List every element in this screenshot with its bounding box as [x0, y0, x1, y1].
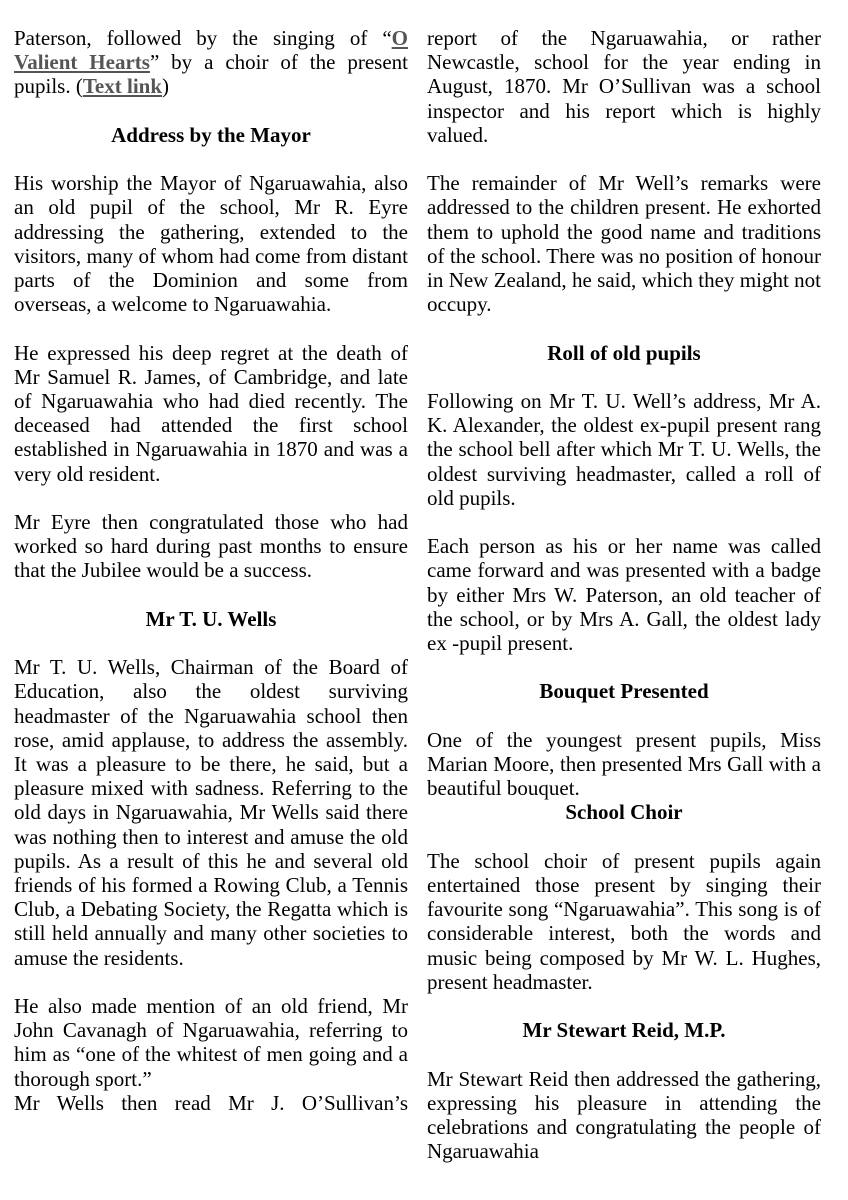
intro-text-post: ) — [162, 74, 170, 99]
heading-address-by-the-mayor: Address by the Mayor — [111, 122, 311, 147]
heading-mr-t-u-wells: Mr T. U. Wells — [145, 606, 277, 631]
paragraph-wells-read-report: Mr Wells then read Mr J. O’Sullivan’s — [14, 1090, 408, 1115]
paragraph-osullivan-report: report of the Ngaruawahia, or rather Newcastle, school for the year ending in August, 1870. Mr O’Sullivan was a school inspector and his report which is highly valued. — [427, 26, 821, 147]
text-link-link[interactable]: Text link — [82, 74, 163, 99]
paragraph-bouquet: One of the youngest present pupils, Miss Marian Moore, then presented Mrs Gall with a beautiful bouquet. — [427, 727, 821, 801]
o-valient-hearts-link[interactable]: O Valient Hearts — [14, 26, 408, 75]
paragraph-mayor-congratulations: Mr Eyre then congratulated those who had worked so hard during past months to ensure that the Jubilee would be a success. — [14, 510, 408, 583]
paragraph-roll-bell: Following on Mr T. U. Well’s address, Mr A. K. Alexander, the oldest ex-pupil present rang the school bell after which Mr T. U. Wells, the oldest surviving headmaster, called a roll of old pupils. — [427, 389, 821, 510]
heading-school-choir: School Choir — [565, 800, 683, 825]
intro-text-pre: Paterson, followed by the singing of “ — [14, 26, 392, 50]
paragraph-remarks-to-children: The remainder of Mr Well’s remarks were addressed to the children present. He exhorted them to uphold the good name and traditions of the school. There was no position of honour in New Zealand, he said, which they might not occupy. — [427, 171, 821, 317]
right-column — [427, 26, 821, 1200]
paragraph-wells-address: Mr T. U. Wells, Chairman of the Board of Education, also the oldest surviving headmaster of the Ngaruawahia school then rose, amid applause, to address the assembly. It was a pleasure to be there, he said, but a pleasure mixed with sadness. Referring to the old days in Ngaruawahia, Mr Wells said there was nothing then to interest and amuse the old pupils. As a result of this he and several old friends of his formed a Rowing Club, a Tennis Club, a Debating Society, the Regatta which is still held annually and many other societies to amuse the residents. — [14, 655, 408, 970]
paragraph-stewart-reid: Mr Stewart Reid then addressed the gathering, expressing his pleasure in attending the celebrations and congratulating the people of Ngaruawahia — [427, 1066, 821, 1164]
paragraph-wells-cavanagh: He also made mention of an old friend, Mr John Cavanagh of Ngaruawahia, referring to him as “one of the whitest of men going and a thorough sport.” — [14, 994, 408, 1091]
heading-bouquet-presented: Bouquet Presented — [539, 679, 709, 704]
paragraph-roll-badges: Each person as his or her name was called came forward and was presented with a badge by either Mrs W. Paterson, an old teacher of the school, or by Mrs A. Gall, the oldest lady ex -pupil present. — [427, 534, 821, 656]
paragraph-school-choir: The school choir of present pupils again entertained those present by singing their favourite song “Ngaruawahia”. This song is of considerable interest, both the words and music being composed by Mr W. L. Hughes, present headmaster. — [427, 848, 821, 994]
intro-text-mid: ” by a choir of the present pupils. ( — [14, 50, 408, 99]
left-column — [14, 26, 408, 1200]
heading-roll-of-old-pupils: Roll of old pupils — [547, 340, 701, 365]
paragraph-mayor-welcome: His worship the Mayor of Ngaruawahia, also an old pupil of the school, Mr R. Eyre addressing the gathering, extended to the visitors, many of whom had come from distant parts of the Dominion and some from overseas, a welcome to Ngaruawahia. — [14, 171, 408, 317]
paragraph-mayor-regret: He expressed his deep regret at the death of Mr Samuel R. James, of Cambridge, and late of Ngaruawahia who had died recently. The deceased had attended the first school established in Ngaruawahia in 1870 and was a very old resident. — [14, 340, 408, 486]
heading-mr-stewart-reid-mp: Mr Stewart Reid, M.P. — [522, 1018, 726, 1043]
intro-paragraph — [14, 26, 408, 99]
